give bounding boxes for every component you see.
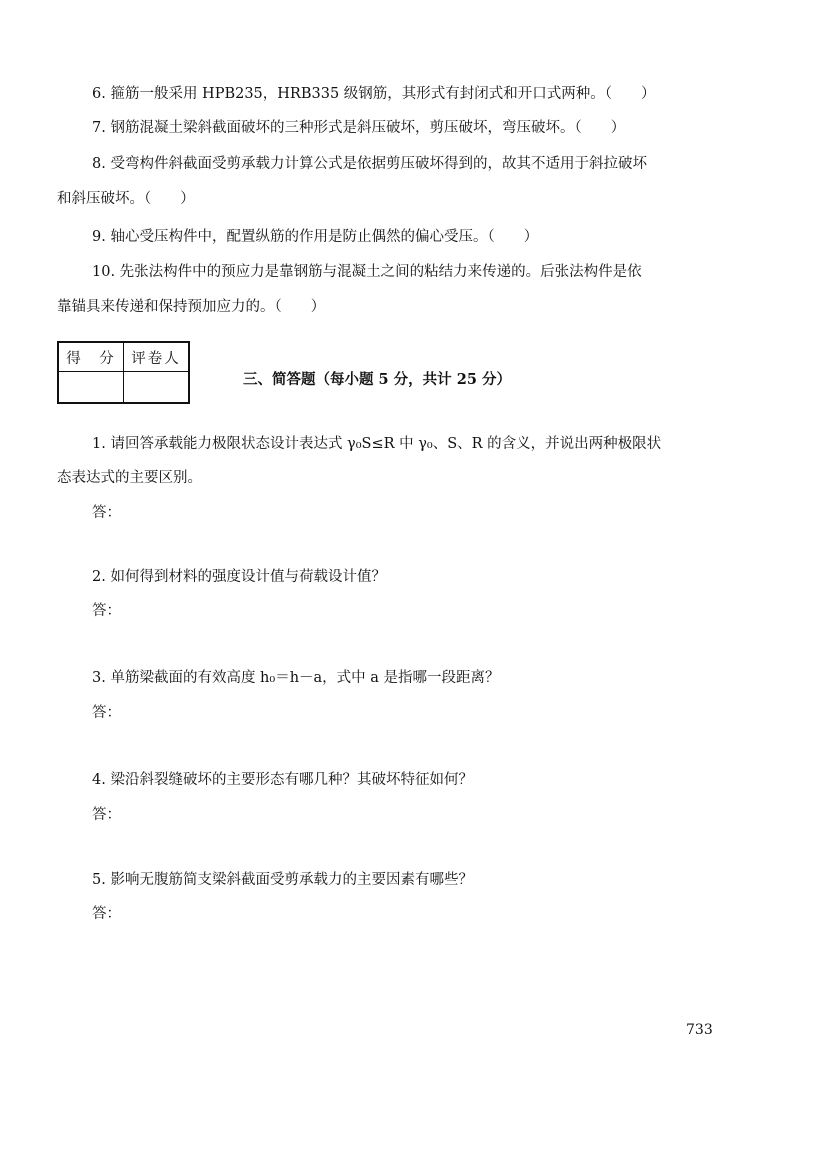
question-8-line-2: 和斜压破坏。（ ） xyxy=(57,191,195,207)
score-cell xyxy=(58,372,124,404)
short-question-1-line-1: 1. 请回答承载能力极限状态设计表达式 γ₀S≤R 中 γ₀、S、R 的含义，并说出两种极限状 xyxy=(92,436,662,452)
answer-label-3: 答： xyxy=(92,705,121,721)
answer-label-1: 答： xyxy=(92,505,121,521)
page-number: 733 xyxy=(686,1022,713,1038)
question-7-line-1: 7. 钢筋混凝土梁斜截面破坏的三种形式是斜压破坏，剪压破坏，弯压破坏。（ ） xyxy=(92,120,626,136)
answer-label-5: 答： xyxy=(92,906,121,922)
grader-cell xyxy=(124,372,190,404)
answer-label-2: 答： xyxy=(92,603,121,619)
short-question-4-line-1: 4. 梁沿斜裂缝破坏的主要形态有哪几种？其破坏特征如何？ xyxy=(92,772,473,788)
grader-header: 评卷人 xyxy=(124,342,190,372)
short-question-3-line-1: 3. 单筋梁截面的有效高度 h₀＝h－a，式中 a 是指哪一段距离？ xyxy=(92,670,500,686)
question-9-line-1: 9. 轴心受压构件中，配置纵筋的作用是防止偶然的偏心受压。（ ） xyxy=(92,229,539,245)
score-table xyxy=(57,341,190,404)
question-10-line-2: 靠锚具来传递和保持预加应力的。（ ） xyxy=(57,299,326,315)
short-question-5-line-1: 5. 影响无腹筋简支梁斜截面受剪承载力的主要因素有哪些？ xyxy=(92,872,473,888)
short-question-2-line-1: 2. 如何得到材料的强度设计值与荷载设计值？ xyxy=(92,569,386,585)
short-question-1-line-2: 态表达式的主要区别。 xyxy=(57,470,202,486)
question-6-line-1: 6. 箍筋一般采用 HPB235，HRB335 级钢筋，其形式有封闭式和开口式两种。（ ） xyxy=(92,86,656,102)
question-10-line-1: 10. 先张法构件中的预应力是靠钢筋与混凝土之间的粘结力来传递的。后张法构件是依 xyxy=(92,264,642,280)
score-header: 得 分 xyxy=(58,342,124,372)
section-3-title: 三、简答题（每小题 5 分，共计 25 分） xyxy=(243,371,511,388)
question-8-line-1: 8. 受弯构件斜截面受剪承载力计算公式是依据剪压破坏得到的，故其不适用于斜拉破坏 xyxy=(92,156,647,172)
answer-label-4: 答： xyxy=(92,807,121,823)
